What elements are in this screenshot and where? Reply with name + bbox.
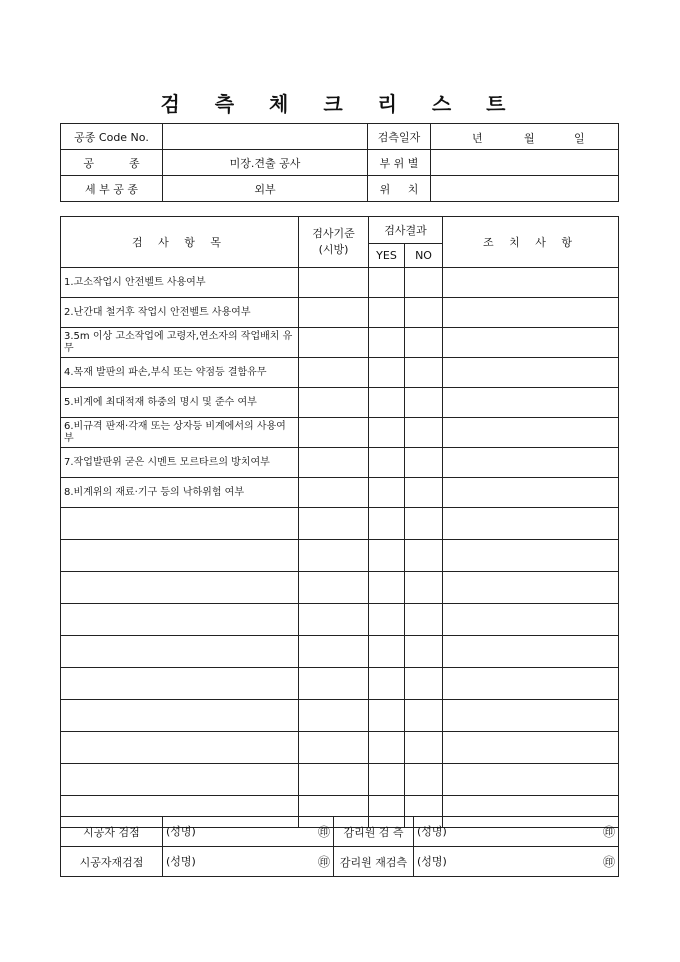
table-row <box>61 700 619 732</box>
document-title: 검 측 체 크 리 스 트 <box>160 92 520 116</box>
supervisor-recheck-sign[interactable] <box>414 847 619 877</box>
cell-no[interactable] <box>405 540 443 572</box>
cell-yes[interactable] <box>369 668 405 700</box>
col-header-item: 검 사 항 목 <box>61 217 299 268</box>
seal-icon: ㊞ <box>317 855 330 869</box>
cell-no[interactable] <box>405 508 443 540</box>
cell-no[interactable] <box>405 298 443 328</box>
cell-item <box>61 764 299 796</box>
cell-no[interactable] <box>405 764 443 796</box>
cell-criteria[interactable] <box>299 508 369 540</box>
inspection-date-value[interactable] <box>431 124 619 150</box>
cell-action[interactable] <box>443 540 619 572</box>
cell-action[interactable] <box>443 448 619 478</box>
cell-action[interactable] <box>443 732 619 764</box>
cell-item <box>61 732 299 764</box>
part-value[interactable] <box>431 150 619 176</box>
cell-item: 6.비규격 판재·각재 또는 상자등 비계에서의 사용여부 <box>61 418 299 448</box>
part-label: 부 위 별 <box>368 150 431 176</box>
table-row <box>61 668 619 700</box>
cell-item: 1.고소작업시 안전벨트 사용여부 <box>61 268 299 298</box>
cell-criteria[interactable] <box>299 668 369 700</box>
cell-item <box>61 540 299 572</box>
cell-action[interactable] <box>443 700 619 732</box>
cell-no[interactable] <box>405 388 443 418</box>
table-row <box>61 328 619 358</box>
cell-criteria[interactable] <box>299 604 369 636</box>
supervisor-check-sign[interactable] <box>414 817 619 847</box>
cell-yes[interactable] <box>369 328 405 358</box>
supervisor-check-label: 감리원 검 측 <box>334 817 414 847</box>
cell-no[interactable] <box>405 668 443 700</box>
signature-row-1 <box>61 817 619 847</box>
cell-action[interactable] <box>443 764 619 796</box>
col-header-yes: YES <box>369 244 405 268</box>
cell-yes[interactable] <box>369 478 405 508</box>
cell-item <box>61 636 299 668</box>
table-row <box>61 418 619 448</box>
name-label: (성명) <box>417 855 447 868</box>
date-month-label: 월 <box>524 132 535 145</box>
table-row <box>61 508 619 540</box>
col-header-result: 검사결과 <box>369 217 443 244</box>
seal-icon: ㊞ <box>317 825 330 839</box>
trade-value[interactable]: 미장.견출 공사 <box>163 150 368 176</box>
code-value[interactable] <box>163 124 368 150</box>
cell-no[interactable] <box>405 478 443 508</box>
code-label: 공종 Code No. <box>61 124 163 150</box>
cell-criteria[interactable] <box>299 448 369 478</box>
cell-item: 8.비계위의 재료·기구 등의 낙하위험 여부 <box>61 478 299 508</box>
name-label: (성명) <box>166 825 196 838</box>
cell-action[interactable] <box>443 668 619 700</box>
cell-criteria[interactable] <box>299 418 369 448</box>
cell-criteria[interactable] <box>299 358 369 388</box>
contractor-check-label: 시공자 검점 <box>61 817 163 847</box>
cell-item: 4.목재 발판의 파손,부식 또는 약점등 결함유무 <box>61 358 299 388</box>
cell-item <box>61 700 299 732</box>
inspection-date-label: 검측일자 <box>368 124 431 150</box>
table-row <box>61 604 619 636</box>
cell-yes[interactable] <box>369 298 405 328</box>
cell-action[interactable] <box>443 604 619 636</box>
table-row <box>61 448 619 478</box>
cell-item <box>61 572 299 604</box>
table-row <box>61 358 619 388</box>
contractor-recheck-label: 시공자재검점 <box>61 847 163 877</box>
cell-no[interactable] <box>405 358 443 388</box>
cell-criteria[interactable] <box>299 328 369 358</box>
subtrade-value[interactable]: 외부 <box>163 176 368 202</box>
cell-yes[interactable] <box>369 764 405 796</box>
trade-label: 공 종 <box>61 150 163 176</box>
table-row <box>61 268 619 298</box>
seal-icon: ㊞ <box>602 825 615 839</box>
header-row-subtrade <box>61 176 619 202</box>
cell-no[interactable] <box>405 328 443 358</box>
subtrade-label: 세 부 공 종 <box>61 176 163 202</box>
col-header-action: 조 치 사 항 <box>443 217 619 268</box>
cell-action[interactable] <box>443 298 619 328</box>
cell-criteria[interactable] <box>299 388 369 418</box>
cell-yes[interactable] <box>369 540 405 572</box>
cell-criteria[interactable] <box>299 636 369 668</box>
cell-yes[interactable] <box>369 700 405 732</box>
header-row-code <box>61 124 619 150</box>
table-row <box>61 764 619 796</box>
cell-action[interactable] <box>443 636 619 668</box>
cell-action[interactable] <box>443 478 619 508</box>
supervisor-recheck-label: 감리원 재검측 <box>334 847 414 877</box>
cell-yes[interactable] <box>369 604 405 636</box>
cell-no[interactable] <box>405 604 443 636</box>
cell-criteria[interactable] <box>299 478 369 508</box>
table-row <box>61 478 619 508</box>
signature-table <box>60 816 619 877</box>
cell-yes[interactable] <box>369 448 405 478</box>
name-label: (성명) <box>417 825 447 838</box>
cell-yes[interactable] <box>369 268 405 298</box>
cell-item <box>61 508 299 540</box>
date-year-label: 년 <box>472 132 483 145</box>
seal-icon: ㊞ <box>602 855 615 869</box>
cell-item <box>61 604 299 636</box>
header-row-trade <box>61 150 619 176</box>
table-row <box>61 636 619 668</box>
cell-item: 5.비계에 최대적재 하중의 명시 및 준수 여부 <box>61 388 299 418</box>
table-row <box>61 388 619 418</box>
cell-criteria[interactable] <box>299 764 369 796</box>
cell-no[interactable] <box>405 268 443 298</box>
cell-no[interactable] <box>405 700 443 732</box>
cell-yes[interactable] <box>369 358 405 388</box>
cell-action[interactable] <box>443 328 619 358</box>
cell-yes[interactable] <box>369 508 405 540</box>
cell-action[interactable] <box>443 388 619 418</box>
cell-action[interactable] <box>443 572 619 604</box>
col-header-no: NO <box>405 244 443 268</box>
cell-criteria[interactable] <box>299 298 369 328</box>
cell-no[interactable] <box>405 636 443 668</box>
inspection-table <box>60 216 619 828</box>
cell-no[interactable] <box>405 732 443 764</box>
contractor-recheck-sign[interactable] <box>163 847 334 877</box>
cell-criteria[interactable] <box>299 700 369 732</box>
cell-yes[interactable] <box>369 636 405 668</box>
cell-criteria[interactable] <box>299 268 369 298</box>
col-header-criteria: 검사기준 (시방) <box>299 217 369 268</box>
location-label: 위 치 <box>368 176 431 202</box>
contractor-check-sign[interactable] <box>163 817 334 847</box>
cell-criteria[interactable] <box>299 540 369 572</box>
cell-item: 2.난간대 철거후 작업시 안전벨트 사용여부 <box>61 298 299 328</box>
cell-item <box>61 668 299 700</box>
cell-yes[interactable] <box>369 732 405 764</box>
cell-action[interactable] <box>443 268 619 298</box>
location-value[interactable] <box>431 176 619 202</box>
cell-item: 7.작업발판위 굳은 시멘트 모르타르의 방치여부 <box>61 448 299 478</box>
cell-item: 3.5m 이상 고소작업에 고령자,연소자의 작업배치 유무 <box>61 328 299 358</box>
cell-criteria[interactable] <box>299 572 369 604</box>
cell-action[interactable] <box>443 358 619 388</box>
header-table <box>60 123 619 202</box>
cell-no[interactable] <box>405 418 443 448</box>
table-row <box>61 732 619 764</box>
signature-row-2 <box>61 847 619 877</box>
date-day-label: 일 <box>574 132 585 145</box>
cell-yes[interactable] <box>369 418 405 448</box>
table-row <box>61 298 619 328</box>
cell-yes[interactable] <box>369 572 405 604</box>
table-row <box>61 540 619 572</box>
cell-yes[interactable] <box>369 388 405 418</box>
cell-action[interactable] <box>443 418 619 448</box>
cell-action[interactable] <box>443 508 619 540</box>
cell-no[interactable] <box>405 448 443 478</box>
table-row <box>61 572 619 604</box>
name-label: (성명) <box>166 855 196 868</box>
cell-criteria[interactable] <box>299 732 369 764</box>
cell-no[interactable] <box>405 572 443 604</box>
